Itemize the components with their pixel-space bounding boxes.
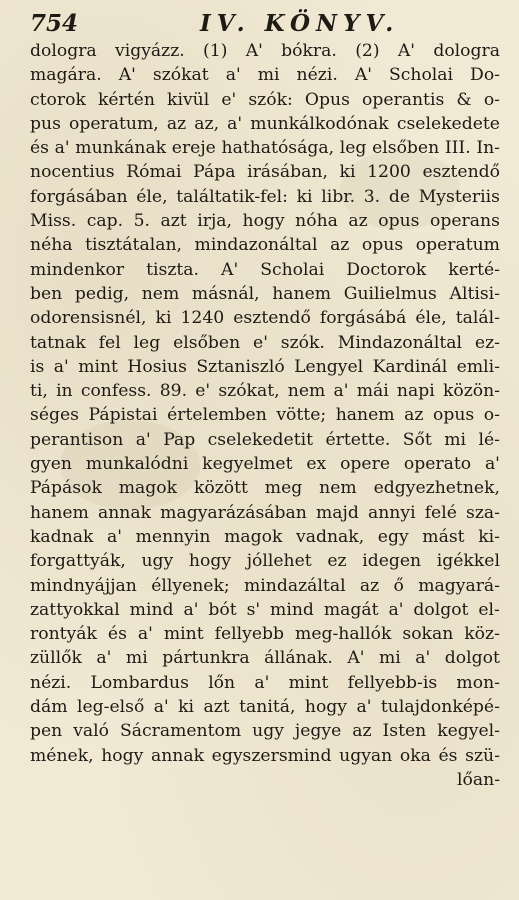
text-word: forgásában — [30, 186, 128, 207]
text-word: a' — [53, 356, 69, 377]
text-word: szókat, — [218, 381, 280, 402]
text-word: találtatik-fel: — [176, 186, 288, 207]
text-word: operantis — [362, 89, 445, 110]
text-word: A' — [245, 41, 263, 61]
text-word: operatum — [415, 235, 500, 256]
text-word: a' — [107, 526, 122, 547]
text-word: kivül — [167, 89, 210, 110]
text-word: a' — [388, 599, 404, 620]
text-word: de — [388, 186, 411, 207]
text-word: cselekedete — [396, 113, 500, 134]
text-word: irja, — [197, 211, 232, 232]
text-word: néha — [30, 235, 73, 256]
text-word: ugy — [141, 551, 174, 572]
text-word: A' — [397, 41, 415, 61]
text-word: mint — [78, 356, 118, 377]
text-word: kadnak — [30, 526, 94, 547]
text-word: idegen — [362, 551, 422, 572]
text-word: magát — [323, 599, 379, 620]
text-word: mi — [257, 65, 280, 86]
text-word: züllők — [30, 648, 82, 669]
text-word: az, — [194, 113, 220, 134]
text-line — [30, 695, 500, 719]
text-word: mének, — [30, 745, 94, 766]
text-word: Mindazonáltal — [337, 332, 463, 353]
text-word: az — [352, 721, 372, 742]
text-word: köz- — [464, 624, 500, 645]
text-word: ki — [339, 162, 356, 183]
text-word: cap. — [86, 211, 124, 232]
text-line — [30, 525, 500, 549]
text-word: között — [193, 478, 248, 499]
text-word: opus — [378, 211, 420, 232]
text-word: nézi. — [296, 65, 338, 86]
text-word: an- — [472, 769, 500, 790]
text-word: annyi — [367, 502, 416, 523]
text-word: opere — [340, 454, 390, 475]
text-word: edgyezhetnek, — [373, 478, 500, 499]
text-word: magára. — [30, 65, 102, 86]
text-word: éle, — [136, 186, 168, 207]
text-line — [30, 671, 500, 695]
text-word: zattyokkal — [30, 599, 120, 620]
text-word: III. — [444, 138, 471, 159]
text-word: nem — [141, 283, 180, 304]
text-word: kegyel- — [437, 721, 500, 742]
text-word: s' — [246, 599, 261, 620]
text-word: a' — [227, 113, 243, 134]
text-word: mái — [356, 381, 389, 402]
text-word: talál- — [455, 308, 500, 329]
text-word: ő — [393, 575, 404, 596]
text-word: Doctorok — [346, 259, 427, 280]
text-word: cselekedetit — [207, 429, 314, 450]
text-word: egyszersmind — [211, 745, 332, 766]
text-line — [30, 501, 500, 525]
text-word: dolgot — [413, 599, 469, 620]
text-word: a' — [183, 599, 199, 620]
text-word: az — [166, 113, 187, 134]
text-word: ez — [327, 551, 347, 572]
text-word: az — [348, 211, 368, 232]
text-word: Do- — [470, 65, 500, 86]
text-word: pártunkra — [162, 648, 250, 669]
text-word: elsőben — [173, 332, 241, 353]
text-word: is — [30, 356, 45, 377]
text-word: nóha — [295, 211, 338, 232]
text-word: magyarázásában — [160, 502, 307, 523]
text-line — [30, 63, 500, 87]
text-word: esztendő — [233, 308, 311, 329]
text-word: magok — [118, 478, 178, 499]
text-word: mi — [125, 648, 148, 669]
text-word: esztendő — [422, 162, 500, 183]
text-word: ki- — [478, 526, 500, 547]
text-word: opus — [433, 405, 475, 426]
text-word: operatum, — [69, 113, 159, 134]
text-word: confess. — [80, 381, 152, 402]
text-word: operans — [430, 211, 500, 232]
text-line — [30, 452, 500, 476]
text-word: gyen — [30, 454, 72, 475]
text-word: Altisi- — [449, 283, 500, 304]
text-word: mint — [288, 672, 329, 693]
text-line — [30, 160, 500, 184]
text-word: ben — [30, 283, 63, 304]
text-word: A' — [347, 648, 365, 669]
text-word: ti, — [30, 381, 48, 402]
text-word: azt — [160, 211, 187, 232]
text-word: Opus — [304, 89, 350, 110]
text-word: a' — [484, 454, 500, 475]
text-word: értelemben — [167, 405, 267, 426]
text-word: másnál, — [191, 283, 260, 304]
text-word: mindazonáltal — [194, 235, 318, 256]
text-word: ugy — [252, 721, 284, 742]
text-word: e' — [195, 381, 211, 402]
text-word: mint — [163, 624, 204, 645]
text-word: vadnak, — [296, 526, 365, 547]
text-word: Pápások — [30, 478, 102, 499]
text-word: operato — [403, 454, 472, 475]
text-word: libr. — [321, 186, 356, 207]
text-word: hanem — [272, 283, 332, 304]
text-word: éle, — [415, 308, 447, 329]
text-word: A' — [221, 259, 239, 280]
text-word: hanem — [335, 405, 395, 426]
text-word: fellyebb — [214, 624, 285, 645]
text-word: leg — [133, 332, 161, 353]
text-word: és — [30, 138, 49, 159]
text-word: a' — [96, 648, 112, 669]
text-line — [30, 136, 500, 160]
text-word: felé — [424, 502, 457, 523]
text-word: Miss. — [30, 211, 77, 232]
text-line — [30, 88, 500, 112]
text-word: jóllehet — [246, 551, 312, 572]
text-word: közön- — [442, 381, 500, 402]
text-word: bókra. — [281, 41, 337, 61]
text-word: Mysteriis — [418, 186, 500, 207]
text-word: a' — [333, 381, 349, 402]
text-word: Scholai — [388, 65, 454, 86]
text-word: mindenkor — [30, 259, 125, 280]
text-word: Lengyel — [294, 356, 364, 377]
text-word: 5. — [133, 211, 150, 232]
text-word: séges — [30, 405, 79, 426]
text-word: lé- — [478, 429, 500, 450]
text-word: a' — [415, 648, 431, 669]
text-word: magok — [224, 526, 283, 547]
text-word: munkalódni — [85, 454, 189, 475]
text-word: in — [56, 381, 73, 402]
text-word: odorensisnél, — [30, 308, 147, 329]
text-word: tisztátalan, — [85, 235, 182, 256]
text-line — [30, 282, 500, 306]
text-word: magyará- — [418, 575, 500, 596]
text-word: sza- — [466, 502, 500, 523]
running-head — [30, 10, 500, 38]
text-word: ereje — [171, 138, 216, 159]
text-word: ex — [306, 454, 327, 475]
text-word: elsőben — [372, 138, 440, 159]
text-word: mindazáltal — [244, 575, 346, 596]
text-word: az — [359, 575, 380, 596]
text-word: dolgot — [444, 648, 500, 669]
text-word: dologra — [433, 41, 500, 61]
text-word: jegye — [294, 721, 342, 742]
text-word: A' — [118, 65, 136, 86]
text-word: el- — [478, 599, 500, 620]
text-line — [30, 574, 500, 598]
text-word: mennyin — [135, 526, 211, 547]
text-word: bót — [208, 599, 237, 620]
text-line — [30, 403, 500, 427]
text-line — [30, 476, 500, 500]
text-word: tanitá, — [239, 697, 296, 718]
text-word: meg — [264, 478, 303, 499]
text-word: napi — [396, 381, 435, 402]
text-word: A' — [354, 65, 372, 86]
text-word: (1) — [203, 41, 228, 61]
text-word: a' — [225, 65, 241, 86]
text-word: mi — [378, 648, 401, 669]
text-line — [30, 428, 500, 452]
text-word: ugyan — [339, 745, 393, 766]
text-word: Guilielmus — [343, 283, 437, 304]
text-word: o- — [483, 89, 500, 110]
text-word: tiszta. — [146, 259, 200, 280]
text-word: hanem — [30, 502, 89, 523]
text-word: mi — [444, 429, 467, 450]
body-text — [30, 39, 500, 792]
text-word: sokan — [402, 624, 454, 645]
text-word: irásában, — [247, 162, 328, 183]
text-word: éllyenek; — [151, 575, 230, 596]
text-line — [30, 209, 500, 233]
text-word: Sőt — [402, 429, 432, 450]
text-word: kértén — [97, 89, 155, 110]
text-word: 1240 — [180, 308, 225, 329]
text-line — [30, 646, 500, 670]
text-line — [30, 331, 500, 355]
text-word: 89. — [159, 381, 188, 402]
text-word: ki — [155, 308, 172, 329]
text-line — [30, 112, 500, 136]
text-word: annak — [97, 502, 152, 523]
text-word: mind — [270, 599, 314, 620]
text-word: hathatósága, — [221, 138, 335, 159]
text-word: munkának — [75, 138, 167, 159]
text-word: leg — [339, 138, 367, 159]
text-line — [30, 622, 500, 646]
text-word: dám — [30, 697, 68, 718]
text-word: és — [438, 745, 458, 766]
text-word: (2) — [355, 41, 380, 61]
text-word: mást — [422, 526, 465, 547]
text-word: forgattyák, — [30, 551, 126, 572]
text-word: Isten — [382, 721, 427, 742]
text-word: igékkel — [436, 551, 500, 572]
text-word: 1200 — [367, 162, 411, 183]
text-word: szók. — [280, 332, 325, 353]
text-word: rontyák — [30, 624, 97, 645]
text-line — [30, 768, 500, 792]
text-word: emli- — [456, 356, 500, 377]
text-word: & — [456, 89, 472, 110]
text-word: hogy — [101, 745, 144, 766]
text-word: ki — [296, 186, 313, 207]
text-word: oka — [399, 745, 431, 766]
text-word: Pápa — [193, 162, 236, 183]
text-line — [30, 355, 500, 379]
running-title: IV. KÖNYV. — [200, 10, 400, 37]
text-word: e' — [253, 332, 268, 353]
text-word: e' — [221, 89, 237, 110]
text-word: fel — [98, 332, 121, 353]
text-word: 3. — [363, 186, 381, 207]
text-word: kerté- — [448, 259, 500, 280]
text-word: állának. — [264, 648, 333, 669]
text-word: Lombardus — [90, 672, 189, 693]
text-word: az — [330, 235, 350, 256]
text-line — [30, 744, 500, 768]
text-word: tulajdonképé- — [380, 697, 500, 718]
text-word: munkálkodónak — [250, 113, 389, 134]
text-word: opus — [361, 235, 404, 256]
text-word: szókat — [152, 65, 209, 86]
text-word: majd — [315, 502, 359, 523]
text-word: mindnyájjan — [30, 575, 137, 596]
text-line — [30, 549, 500, 573]
text-word: dologra — [30, 41, 97, 61]
text-word: Pápistai — [88, 405, 158, 426]
text-word: kegyelmet — [202, 454, 293, 475]
text-word: nem — [319, 478, 357, 499]
text-word: pen — [30, 721, 63, 742]
text-word: perantison — [30, 429, 124, 450]
text-word: forgásábá — [319, 308, 407, 329]
text-word: In- — [476, 138, 500, 159]
text-word: Kardinál — [372, 356, 448, 377]
text-line — [30, 379, 500, 403]
text-word: lőn — [208, 672, 236, 693]
text-word: lő — [457, 769, 473, 790]
text-word: leg-első — [76, 697, 145, 718]
text-word: hogy — [242, 211, 285, 232]
text-line — [30, 306, 500, 330]
text-word: való — [73, 721, 110, 742]
text-word: azt — [203, 697, 230, 718]
text-word: o- — [483, 405, 500, 426]
text-line — [30, 185, 500, 209]
page-number: 754 — [30, 10, 79, 37]
text-word: egy — [377, 526, 409, 547]
text-word: vigyázz. — [114, 41, 185, 61]
text-word: szü- — [465, 745, 500, 766]
text-word: annak — [150, 745, 205, 766]
text-word: az — [404, 405, 424, 426]
text-word: a' — [153, 697, 169, 718]
text-word: Sácramentom — [119, 721, 242, 742]
text-word: a' — [54, 138, 70, 159]
text-word: értette. — [325, 429, 391, 450]
text-word: tatnak — [30, 332, 86, 353]
text-line — [30, 598, 500, 622]
text-line — [30, 39, 500, 63]
text-word: a' — [254, 672, 270, 693]
text-word: a' — [135, 429, 151, 450]
text-word: a' — [356, 697, 372, 718]
text-word: ki — [178, 697, 195, 718]
text-word: pedig, — [74, 283, 130, 304]
text-word: szók: — [248, 89, 293, 110]
text-word: nem — [287, 381, 326, 402]
text-line — [30, 258, 500, 282]
text-word: meg-hallók — [295, 624, 392, 645]
text-word: vötte; — [276, 405, 327, 426]
text-word: ez- — [474, 332, 500, 353]
text-word: Sztaniszló — [196, 356, 285, 377]
text-word: mon- — [456, 672, 500, 693]
text-word: nocentius — [30, 162, 115, 183]
text-word: és — [107, 624, 127, 645]
text-line — [30, 233, 500, 257]
text-word: hogy — [304, 697, 348, 718]
text-word: hogy — [188, 551, 232, 572]
text-word: fellyebb-is — [347, 672, 438, 693]
text-word: Pap — [163, 429, 196, 450]
text-word: ctorok — [30, 89, 86, 110]
text-word: pus — [30, 113, 61, 134]
text-word: Scholai — [260, 259, 325, 280]
text-word: Hosius — [127, 356, 187, 377]
text-word: Római — [126, 162, 182, 183]
text-line — [30, 719, 500, 743]
text-word: a' — [137, 624, 153, 645]
text-word: nézi. — [30, 672, 72, 693]
text-word: mind — [129, 599, 174, 620]
